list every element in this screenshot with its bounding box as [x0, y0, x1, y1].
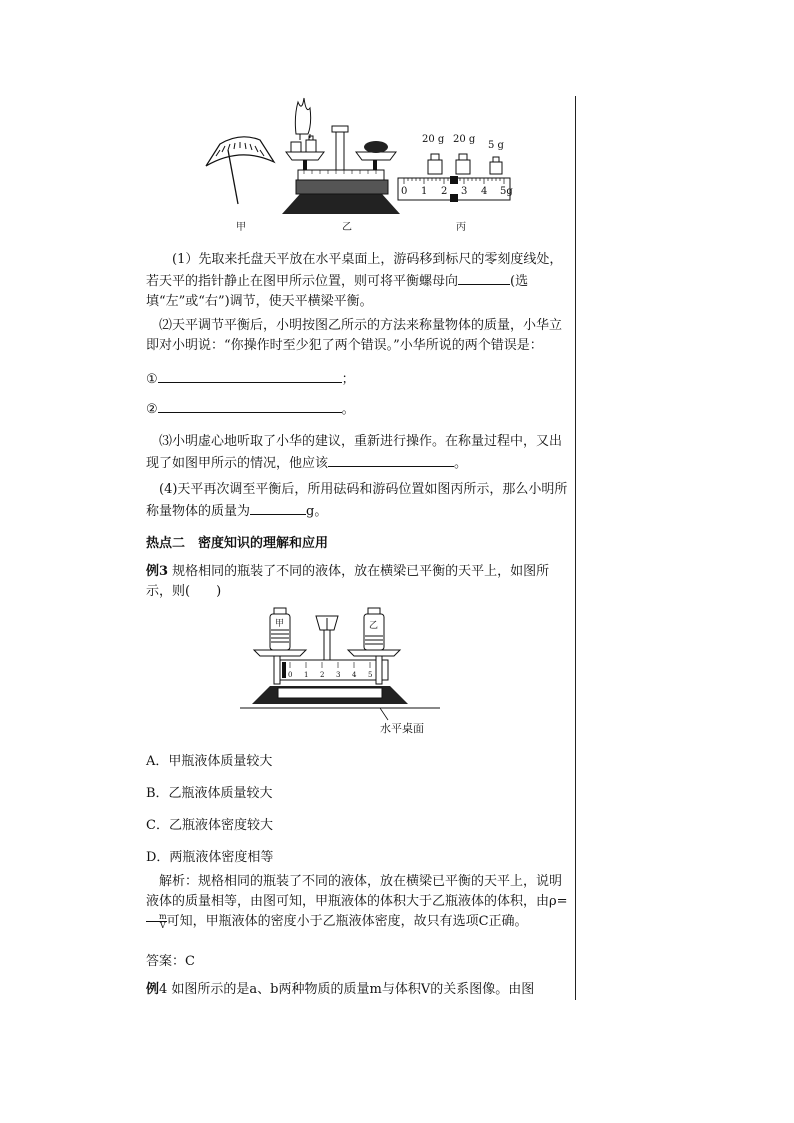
- bottle-jia: [270, 608, 290, 650]
- ruler-tick-label: 4: [481, 186, 488, 197]
- example-number: 4: [159, 982, 168, 997]
- ruler-tick-label: 1: [304, 671, 309, 679]
- option-c[interactable]: C．乙瓶液体密度较大: [146, 818, 273, 833]
- answer-blank[interactable]: [328, 452, 454, 467]
- caption-bing: 丙: [456, 222, 466, 233]
- ruler-tick-label: 3: [336, 671, 341, 679]
- ruler-tick-label: 1: [421, 186, 428, 197]
- example-4-text: 如图所示的是a、b两种物质的质量m与体积V的关系图像。由图: [167, 982, 535, 997]
- option-b[interactable]: B．乙瓶液体质量较大: [146, 786, 273, 801]
- question-2-item-1: [146, 368, 570, 390]
- question-3-text: ⑶小明虚心地听取了小华的建议，重新进行操作。在称量过程中，又出现了如图甲所示的情况，他应该: [146, 434, 563, 471]
- desk-label: 水平桌面: [380, 722, 424, 735]
- section-heading: 热点二 密度知识的理解和应用: [146, 536, 329, 551]
- question-4-text: (4)天平再次调至平衡后，所用砝码和游码位置如图丙所示，那么小明所称量物体的质量为: [146, 482, 568, 519]
- question-1: [146, 250, 570, 312]
- item-end: ；: [341, 372, 355, 387]
- bottle-label: 乙: [369, 621, 379, 631]
- analysis-text: 解析：规格相同的瓶装了不同的液体，放在横梁已平衡的天平上，说明液体的质量相等，由图可知，甲瓶液体的体积大于乙瓶液体的体积，由ρ: [146, 874, 563, 909]
- analysis-text-end: 可知，甲瓶液体的密度小于乙瓶液体密度，故只有选项C正确。: [166, 914, 528, 929]
- weight-label: 20 g: [422, 134, 445, 145]
- example-3-text: 规格相同的瓶装了不同的液体，放在横梁已平衡的天平上，如图所示，则( ): [146, 564, 550, 599]
- example-3: [146, 562, 570, 602]
- question-3: [146, 432, 570, 474]
- question-1-text-end: (选填“左”或“右”)调节，使天平横梁平衡。: [146, 274, 529, 309]
- analysis: [146, 872, 570, 932]
- balance-figure-2: [240, 604, 450, 740]
- page-column-rule: [575, 96, 576, 1000]
- option-a[interactable]: A．甲瓶液体质量较大: [146, 754, 273, 769]
- ruler-tick-label: 0: [288, 671, 293, 679]
- bottle-label: 甲: [275, 619, 285, 629]
- answer: 答案：C: [146, 954, 195, 969]
- weight-label: 20 g: [453, 134, 476, 145]
- dial-jia: [206, 137, 274, 204]
- density-fraction: [146, 913, 167, 930]
- balance-yi: [282, 98, 400, 214]
- fraction-denominator: V: [159, 921, 166, 930]
- ruler-tick-label: 5: [368, 671, 373, 679]
- option-d[interactable]: D．两瓶液体密度相等: [146, 850, 274, 865]
- question-4: [146, 480, 570, 522]
- ruler-tick-label: 3: [461, 186, 468, 197]
- fraction-numerator: m: [146, 913, 167, 922]
- caption-jia: 甲: [236, 222, 246, 233]
- item-marker: ①: [146, 372, 158, 387]
- question-2: ⑵天平调节平衡后，小明按图乙所示的方法来称量物体的质量，小华立即对小明说：“你操作时至少犯了两个错误。”小华所说的两个错误是：: [146, 318, 563, 353]
- answer-blank[interactable]: [158, 398, 342, 413]
- answer-blank[interactable]: [250, 500, 306, 515]
- question-4-text-end: g。: [306, 504, 328, 519]
- example-4: [146, 980, 570, 1000]
- balance-figure-1: [200, 94, 520, 234]
- caption-yi: 乙: [342, 222, 352, 233]
- example-label: 例3: [146, 564, 169, 579]
- example-label: 例: [146, 982, 160, 997]
- ruler-tick-label: 5g: [500, 186, 513, 197]
- answer-blank[interactable]: [458, 270, 510, 285]
- answer-blank[interactable]: [158, 368, 342, 383]
- question-1-text: (1）先取来托盘天平放在水平桌面上，游码移到标尺的零刻度线处，若天平的指针静止在图甲所示位置，则可将平衡螺母向: [146, 252, 563, 289]
- ruler-tick-label: 2: [441, 186, 448, 197]
- weight-label: 5 g: [488, 140, 504, 151]
- equals-sign: =: [556, 894, 568, 909]
- ruler-tick-label: 2: [320, 671, 325, 679]
- item-marker: ②: [146, 402, 158, 417]
- question-3-text-end: 。: [454, 456, 468, 471]
- weights-and-rider-bing: [398, 154, 510, 202]
- item-end: 。: [341, 402, 355, 417]
- ruler-tick-label: 0: [401, 186, 408, 197]
- ruler-tick-label: 4: [352, 671, 357, 679]
- question-2-item-2: [146, 398, 570, 420]
